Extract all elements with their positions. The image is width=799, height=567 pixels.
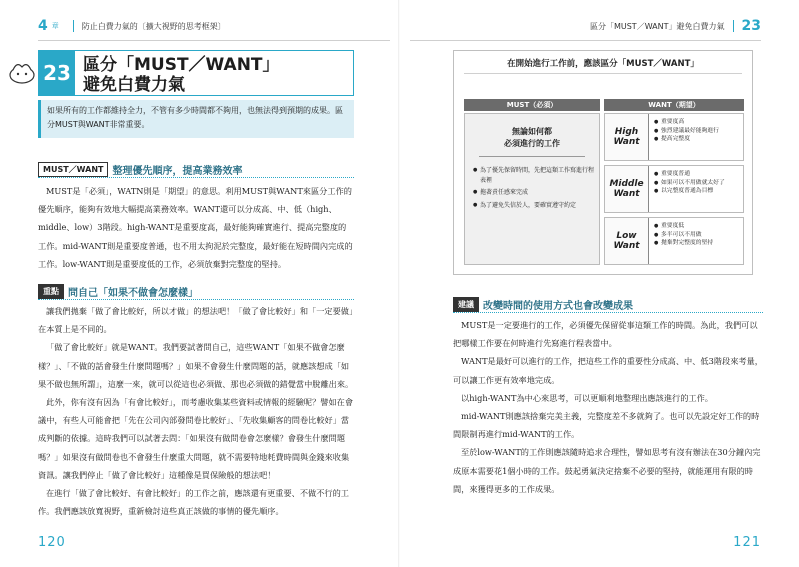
- must-list-item: ● 拖著責任感來完成: [473, 188, 595, 198]
- mascot-icon: [8, 58, 36, 86]
- want-item: ● 如果可以不用做就太好了: [654, 179, 738, 188]
- paragraph: 「做了會比較好」就是WANT。我們要試著問自己，這些WANT「如果不做會怎麼樣？」、「不做的話會發生什麼問題嗎？」如果不會發生什麼問題的話，就應該想成「如果不做也無所謂」，這麼一來，就可以從這也必須做、那也必須做的錯覺當中脫離出來。: [38, 342, 354, 389]
- want-item: ● 多半可以不用做: [654, 231, 738, 240]
- want-row-low: [604, 217, 744, 265]
- header-divider: [733, 20, 734, 32]
- body-text-2: [38, 302, 354, 520]
- want-row-high: [604, 113, 744, 161]
- subsection-title-2: 問自己「如果不做會怎麼樣」: [68, 288, 198, 299]
- want-item: ● 重要度普通: [654, 170, 738, 179]
- paragraph: 至於low-WANT的工作則應該隨時追求合理性，譬如思考有沒有辦法在30分鐘內完成原本需要花1個小時的工作。鼓起勇氣決定捨棄不必要的堅持，就能運用有限的時間，來獲得更多的工作成果。: [453, 447, 761, 494]
- paragraph: 讓我們拋棄「做了會比較好，所以才做」的想法吧！「做了會比較好」和「一定要做」在本質上是不同的。: [38, 306, 354, 335]
- subsection-heading-1: [38, 162, 242, 177]
- section-title: [75, 51, 353, 95]
- subsection-rule: [453, 312, 763, 313]
- must-list: [473, 166, 595, 213]
- must-box: [464, 113, 600, 265]
- title-line-2: 避免白費力氣: [83, 75, 185, 95]
- subsection-rule: [38, 177, 354, 178]
- chapter-title: 防止白費力氣的〔擴大視野的思考框架〕: [81, 21, 226, 31]
- want-item: ● 重要度低: [654, 222, 738, 231]
- paragraph: mid-WANT則應該捨棄完美主義，完整度差不多就夠了。也可以先設定好工作的時間限制再進行mid-WANT的工作。: [453, 411, 760, 440]
- want-level-label: [605, 114, 649, 160]
- chapter-word: 章: [51, 22, 59, 30]
- want-level-word: Want: [613, 189, 640, 199]
- subsection-heading-3: [453, 297, 633, 312]
- lead-summary: 如果所有的工作都維持全力，不管有多少時間都不夠用，也無法得到預期的成果。區分MUST與WANT非常重要。: [38, 100, 354, 138]
- want-items: [649, 166, 743, 212]
- header-rule: [38, 40, 390, 41]
- must-list-item: ● 為了避免失信於人，要確實遵守約定: [473, 201, 595, 211]
- must-list-item: ● 為了優先保留時間，先把這類工作寫進行程表裡: [473, 166, 595, 185]
- header-divider: [73, 20, 74, 32]
- want-column-header: WANT（期望）: [604, 99, 744, 111]
- chapter-number: 4: [38, 18, 48, 34]
- key-point-tag: 重點: [38, 284, 64, 299]
- subsection-rule: [38, 299, 354, 300]
- figure-title-rule: [464, 73, 742, 74]
- section-title-box: [38, 50, 354, 96]
- advice-tag: 建議: [453, 297, 479, 312]
- paragraph: WANT是最好可以進行的工作，把這些工作的重要性分成高、中、低3階段來考量，可以讓工作更有效率地完成。: [453, 356, 763, 385]
- want-level-word: Middle: [609, 179, 644, 189]
- want-level-word: Want: [613, 137, 640, 147]
- subsection-heading-2: [38, 284, 198, 299]
- must-column-header: MUST（必須）: [464, 99, 600, 111]
- section-number: 23: [39, 51, 75, 95]
- want-row-middle: [604, 165, 744, 213]
- must-box-title: 無論如何都 必須進行的工作: [504, 127, 560, 148]
- figure-title: 在開始進行工作前，應該區分「MUST／WANT」: [507, 59, 699, 69]
- title-line-1: 區分「MUST／WANT」: [83, 55, 280, 75]
- header-rule: [410, 40, 761, 41]
- want-level-word: Low: [616, 231, 637, 241]
- body-text-3: [453, 316, 763, 498]
- must-box-divider: [479, 156, 585, 157]
- want-level-word: Want: [613, 241, 640, 251]
- want-item: ● 提高完整度: [654, 135, 738, 144]
- page-number-right: 121: [733, 535, 761, 550]
- want-item: ● 強烈建議最好能夠進行: [654, 127, 738, 136]
- page-number-left: 120: [38, 535, 66, 550]
- paragraph: MUST是一定要進行的工作，必須優先保留從事這類工作的時間。為此，我們可以把哪樣工作要在何時進行先寫進行程表當中。: [453, 320, 758, 349]
- want-level-label: [605, 166, 649, 212]
- paragraph: 此外，你有沒有因為「有會比較好」，而考慮收集某些資料或情報的經驗呢？譬如在會議中，有些人可能會把「先在公司內部發問卷比較好」、「先收集顧客的問卷比較好」當成判斷的依據。這時我們可以試著去問：「如果沒有做問卷會怎麼樣？會發生什麼問題嗎？」如果沒有做問卷也不會發生什麼重大問題，就不需要特地耗費時間與金錢來收集資訊。讓我們停止「做了會比較好」這種像是買保險般的想法吧！: [38, 397, 354, 480]
- want-level-label: [605, 218, 649, 264]
- want-level-word: High: [614, 127, 639, 137]
- must-want-figure: [453, 50, 753, 275]
- section-running-number: 23: [741, 18, 761, 34]
- left-running-header: [38, 15, 226, 37]
- want-items: [649, 218, 743, 264]
- body-text-1: MUST是「必須」，WATN則是「期望」的意思。利用MUST與WANT來區分工作的優先順序，能夠有效地大幅提高業務效率。WANT還可以分成高、中、低（high、middle、low）3階段。high-WANT是重要度高，最好能夠確實進行、提高完整度的工作。mid-WANT則是重要度普通，也不用太拘泥於完整度，最好能在短時間內完成的工作。low-WANT則是重要度低的工作，必須放棄對完整度的堅持。: [38, 186, 353, 269]
- paragraph: 以high-WANT為中心來思考，可以更順利地整理出應該進行的工作。: [461, 392, 713, 403]
- right-running-header: [590, 15, 761, 37]
- want-item: ● 拋棄對完整度的堅持: [654, 239, 738, 248]
- subsection-title-3: 改變時間的使用方式也會改變成果: [483, 301, 633, 312]
- want-item: ● 重要度高: [654, 118, 738, 127]
- subsection-title-1: 整理優先順序，提高業務效率: [112, 166, 243, 177]
- paragraph: 在進行「做了會比較好、有會比較好」的工作之前，應該還有更重要、不做不行的工作。我們應該放寬視野，重新檢討這些真正該做的事情的優先順序。: [38, 488, 349, 517]
- want-items: [649, 114, 743, 160]
- want-item: ● 以完整度普通為目標: [654, 187, 738, 196]
- must-want-tag: MUST／WANT: [38, 162, 108, 177]
- section-running-title: 區分「MUST／WANT」避免白費力氣: [589, 21, 725, 31]
- right-page: [400, 0, 799, 567]
